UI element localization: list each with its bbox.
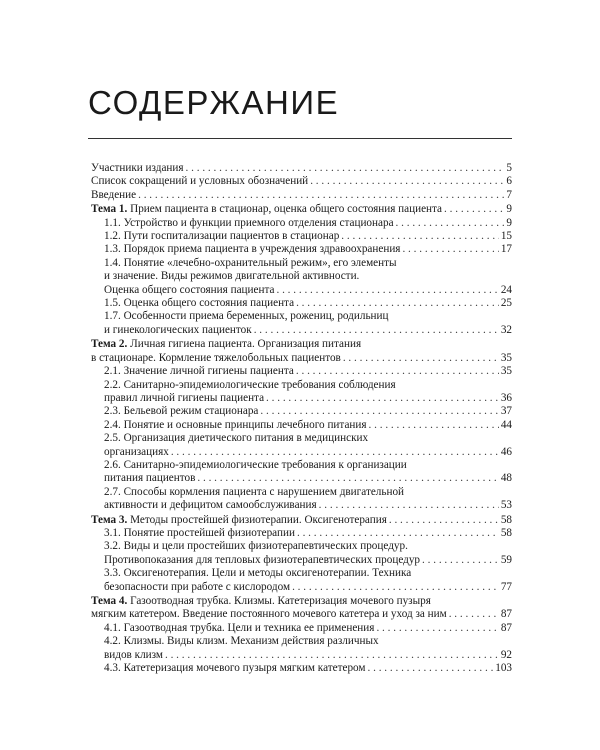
toc-entry[interactable] <box>91 567 512 594</box>
toc-entry-title: 1.1. Устройство и функции приемного отделения стационара <box>104 216 394 229</box>
toc-page-number: 7 <box>506 188 512 201</box>
toc-entry-text: 1.7. Особенности приема беременных, рожениц, родильниц <box>104 310 389 323</box>
toc-page-number: 35 <box>500 365 512 378</box>
toc-entry-title: 2.3. Бельевой режим стационара <box>104 405 259 418</box>
page-title: СОДЕРЖАНИЕ <box>88 84 340 121</box>
toc-entry-title: 4.3. Катетеризация мочевого пузыря мягким катетером <box>104 662 366 675</box>
toc-entry[interactable] <box>91 514 512 527</box>
toc-dot-leader <box>186 162 505 175</box>
toc-page-number: 58 <box>500 513 512 526</box>
toc-entry-title: Список сокращений и условных обозначений <box>91 175 309 188</box>
toc-dot-leader <box>444 203 504 216</box>
toc-entry-title: в стационаре. Кормление тяжелобольных пациентов <box>91 351 341 364</box>
toc-page-number: 37 <box>500 405 512 418</box>
toc-entry-text: 3.3. Оксигенотерапия. Цели и методы оксигенотерапии. Техника <box>104 567 412 580</box>
toc-entry[interactable] <box>91 338 512 365</box>
toc-entry-text: 2.2. Санитарно-эпидемиологические требования соблюдения <box>104 378 396 391</box>
toc-page-number: 59 <box>500 553 512 566</box>
toc-topic-label: Тема 2. <box>91 338 128 351</box>
toc-dot-leader <box>422 554 499 567</box>
toc-dot-leader <box>292 581 499 594</box>
toc-page-number: 35 <box>500 351 512 364</box>
toc-entry[interactable] <box>91 527 512 540</box>
toc-page-number: 87 <box>500 621 512 634</box>
toc-entry-text: 1.4. Понятие «лечебно-охранительный режим», его элементы <box>104 256 397 269</box>
toc-entry-title: Тема 3. Методы простейшей физиотерапии. Оксигенотерапия <box>91 513 387 526</box>
toc-page-number: 58 <box>500 526 512 539</box>
toc-entry-text: Тема 2. Личная гигиена пациента. Организация питания <box>91 338 362 351</box>
toc-entry[interactable] <box>91 230 512 243</box>
toc-dot-leader <box>389 514 499 527</box>
toc-entry-title: 1.5. Оценка общего состояния пациента <box>104 297 295 310</box>
toc-dot-leader <box>254 324 499 337</box>
toc-entry[interactable] <box>91 203 512 216</box>
toc-entry-text: 3.2. Виды и цели простейших физиотерапевтических процедур. <box>104 540 408 553</box>
toc-entry-title: 1.3. Порядок приема пациента в учреждения здравоохранения <box>104 243 401 256</box>
toc-entry-title: 4.1. Газоотводная трубка. Цели и техника ее применения <box>104 621 375 634</box>
toc-entry-title: 2.1. Значение личной гигиены пациента <box>104 365 294 378</box>
toc-dot-leader <box>376 622 498 635</box>
toc-entry[interactable] <box>91 217 512 230</box>
title-underline <box>88 138 512 139</box>
toc-page-number: 46 <box>500 445 512 458</box>
toc-entry[interactable] <box>91 189 512 202</box>
toc-entry-title: питания пациентов <box>104 472 196 485</box>
toc-entry-title: и гинекологических пациенток <box>104 323 252 336</box>
toc-page-number: 15 <box>500 230 512 243</box>
toc-entry[interactable] <box>91 662 512 675</box>
toc-entry[interactable] <box>91 635 512 662</box>
toc-entry-text: 2.5. Организация диетического питания в медицинских <box>104 432 369 445</box>
toc-page-number: 36 <box>500 391 512 404</box>
toc-entry[interactable] <box>91 486 512 513</box>
toc-entry-title: правил личной гигиены пациента <box>104 391 265 404</box>
toc-dot-leader <box>165 649 499 662</box>
toc-page-number: 24 <box>500 283 512 296</box>
toc-entry-title: видов клизм <box>104 648 163 661</box>
toc-entry[interactable] <box>91 162 512 175</box>
table-of-contents <box>91 162 512 675</box>
toc-page-number: 77 <box>500 580 512 593</box>
toc-dot-leader <box>138 189 504 202</box>
toc-page-number: 92 <box>500 648 512 661</box>
toc-entry[interactable] <box>91 297 512 310</box>
toc-page-number: 6 <box>506 175 512 188</box>
toc-dot-leader <box>369 419 499 432</box>
toc-entry[interactable] <box>91 365 512 378</box>
toc-dot-leader <box>449 608 499 621</box>
toc-page-number: 103 <box>495 662 512 675</box>
toc-entry[interactable] <box>91 595 512 622</box>
toc-entry-title: Оценка общего состояния пациента <box>104 283 275 296</box>
toc-entry[interactable] <box>91 379 512 406</box>
toc-page-number: 5 <box>506 162 512 174</box>
toc-entry[interactable] <box>91 310 512 337</box>
toc-dot-leader <box>402 243 498 256</box>
toc-topic-label: Тема 1. <box>91 203 128 216</box>
toc-entry[interactable] <box>91 459 512 486</box>
toc-entry[interactable] <box>91 540 512 567</box>
toc-entry[interactable] <box>91 257 512 297</box>
toc-dot-leader <box>341 230 499 243</box>
toc-dot-leader <box>319 499 499 512</box>
toc-page-number: 9 <box>506 216 512 229</box>
toc-entry-text: Тема 4. Газоотводная трубка. Клизмы. Катетеризация мочевого пузыря <box>91 595 431 607</box>
toc-dot-leader <box>296 365 499 378</box>
toc-entry-title: 1.2. Пути госпитализации пациентов в стационар <box>104 230 340 243</box>
toc-page-number: 87 <box>500 608 512 621</box>
toc-dot-leader <box>296 297 499 310</box>
toc-dot-leader <box>343 352 499 365</box>
toc-entry[interactable] <box>91 405 512 418</box>
toc-page-number: 32 <box>500 323 512 336</box>
toc-entry[interactable] <box>91 622 512 635</box>
toc-dot-leader <box>276 284 498 297</box>
toc-entry[interactable] <box>91 175 512 188</box>
toc-entry-title: Введение <box>91 188 137 201</box>
toc-entry-title: 2.4. Понятие и основные принципы лечебного питания <box>104 418 367 431</box>
toc-page-number: 53 <box>500 499 512 512</box>
toc-entry-title: организациях <box>104 445 169 458</box>
toc-dot-leader <box>310 175 504 188</box>
toc-dot-leader <box>297 527 499 540</box>
toc-entry-title: Участники издания <box>91 162 184 174</box>
toc-dot-leader <box>171 446 499 459</box>
toc-entry-title: Тема 1. Прием пациента в стационар, оценка общего состояния пациента <box>91 203 443 216</box>
toc-page-number: 9 <box>506 203 512 216</box>
toc-entry-title: активности и дефицитом самообслуживания <box>104 499 317 512</box>
toc-page-number: 48 <box>500 472 512 485</box>
toc-topic-label: Тема 3. <box>91 513 128 526</box>
toc-entry[interactable] <box>91 243 512 256</box>
toc-entry-title: безопасности при работе с кислородом <box>104 580 291 593</box>
toc-page-number: 44 <box>500 418 512 431</box>
toc-page-number: 25 <box>500 297 512 310</box>
toc-entry-title: Противопоказания для тепловых физиотерапевтических процедур <box>104 553 421 566</box>
toc-dot-leader <box>368 662 494 675</box>
toc-entry-title: 3.1. Понятие простейшей физиотерапии <box>104 526 295 539</box>
toc-dot-leader <box>266 392 499 405</box>
toc-entry[interactable] <box>91 432 512 459</box>
toc-dot-leader <box>197 472 498 485</box>
toc-page-number: 17 <box>500 243 512 256</box>
toc-entry[interactable] <box>91 419 512 432</box>
toc-dot-leader <box>396 217 505 230</box>
toc-entry-text: и значение. Виды режимов двигательной активности. <box>104 270 360 283</box>
toc-dot-leader <box>260 405 498 418</box>
toc-topic-label: Тема 4. <box>91 595 128 607</box>
toc-entry-title: мягким катетером. Введение постоянного мочевого катетера и уход за ним <box>91 608 447 621</box>
toc-entry-text: 2.7. Способы кормления пациента с нарушением двигательной <box>104 485 405 498</box>
toc-entry-text: 2.6. Санитарно-эпидемиологические требования к организации <box>104 458 407 471</box>
toc-entry-text: 4.2. Клизмы. Виды клизм. Механизм действия различных <box>104 635 379 648</box>
